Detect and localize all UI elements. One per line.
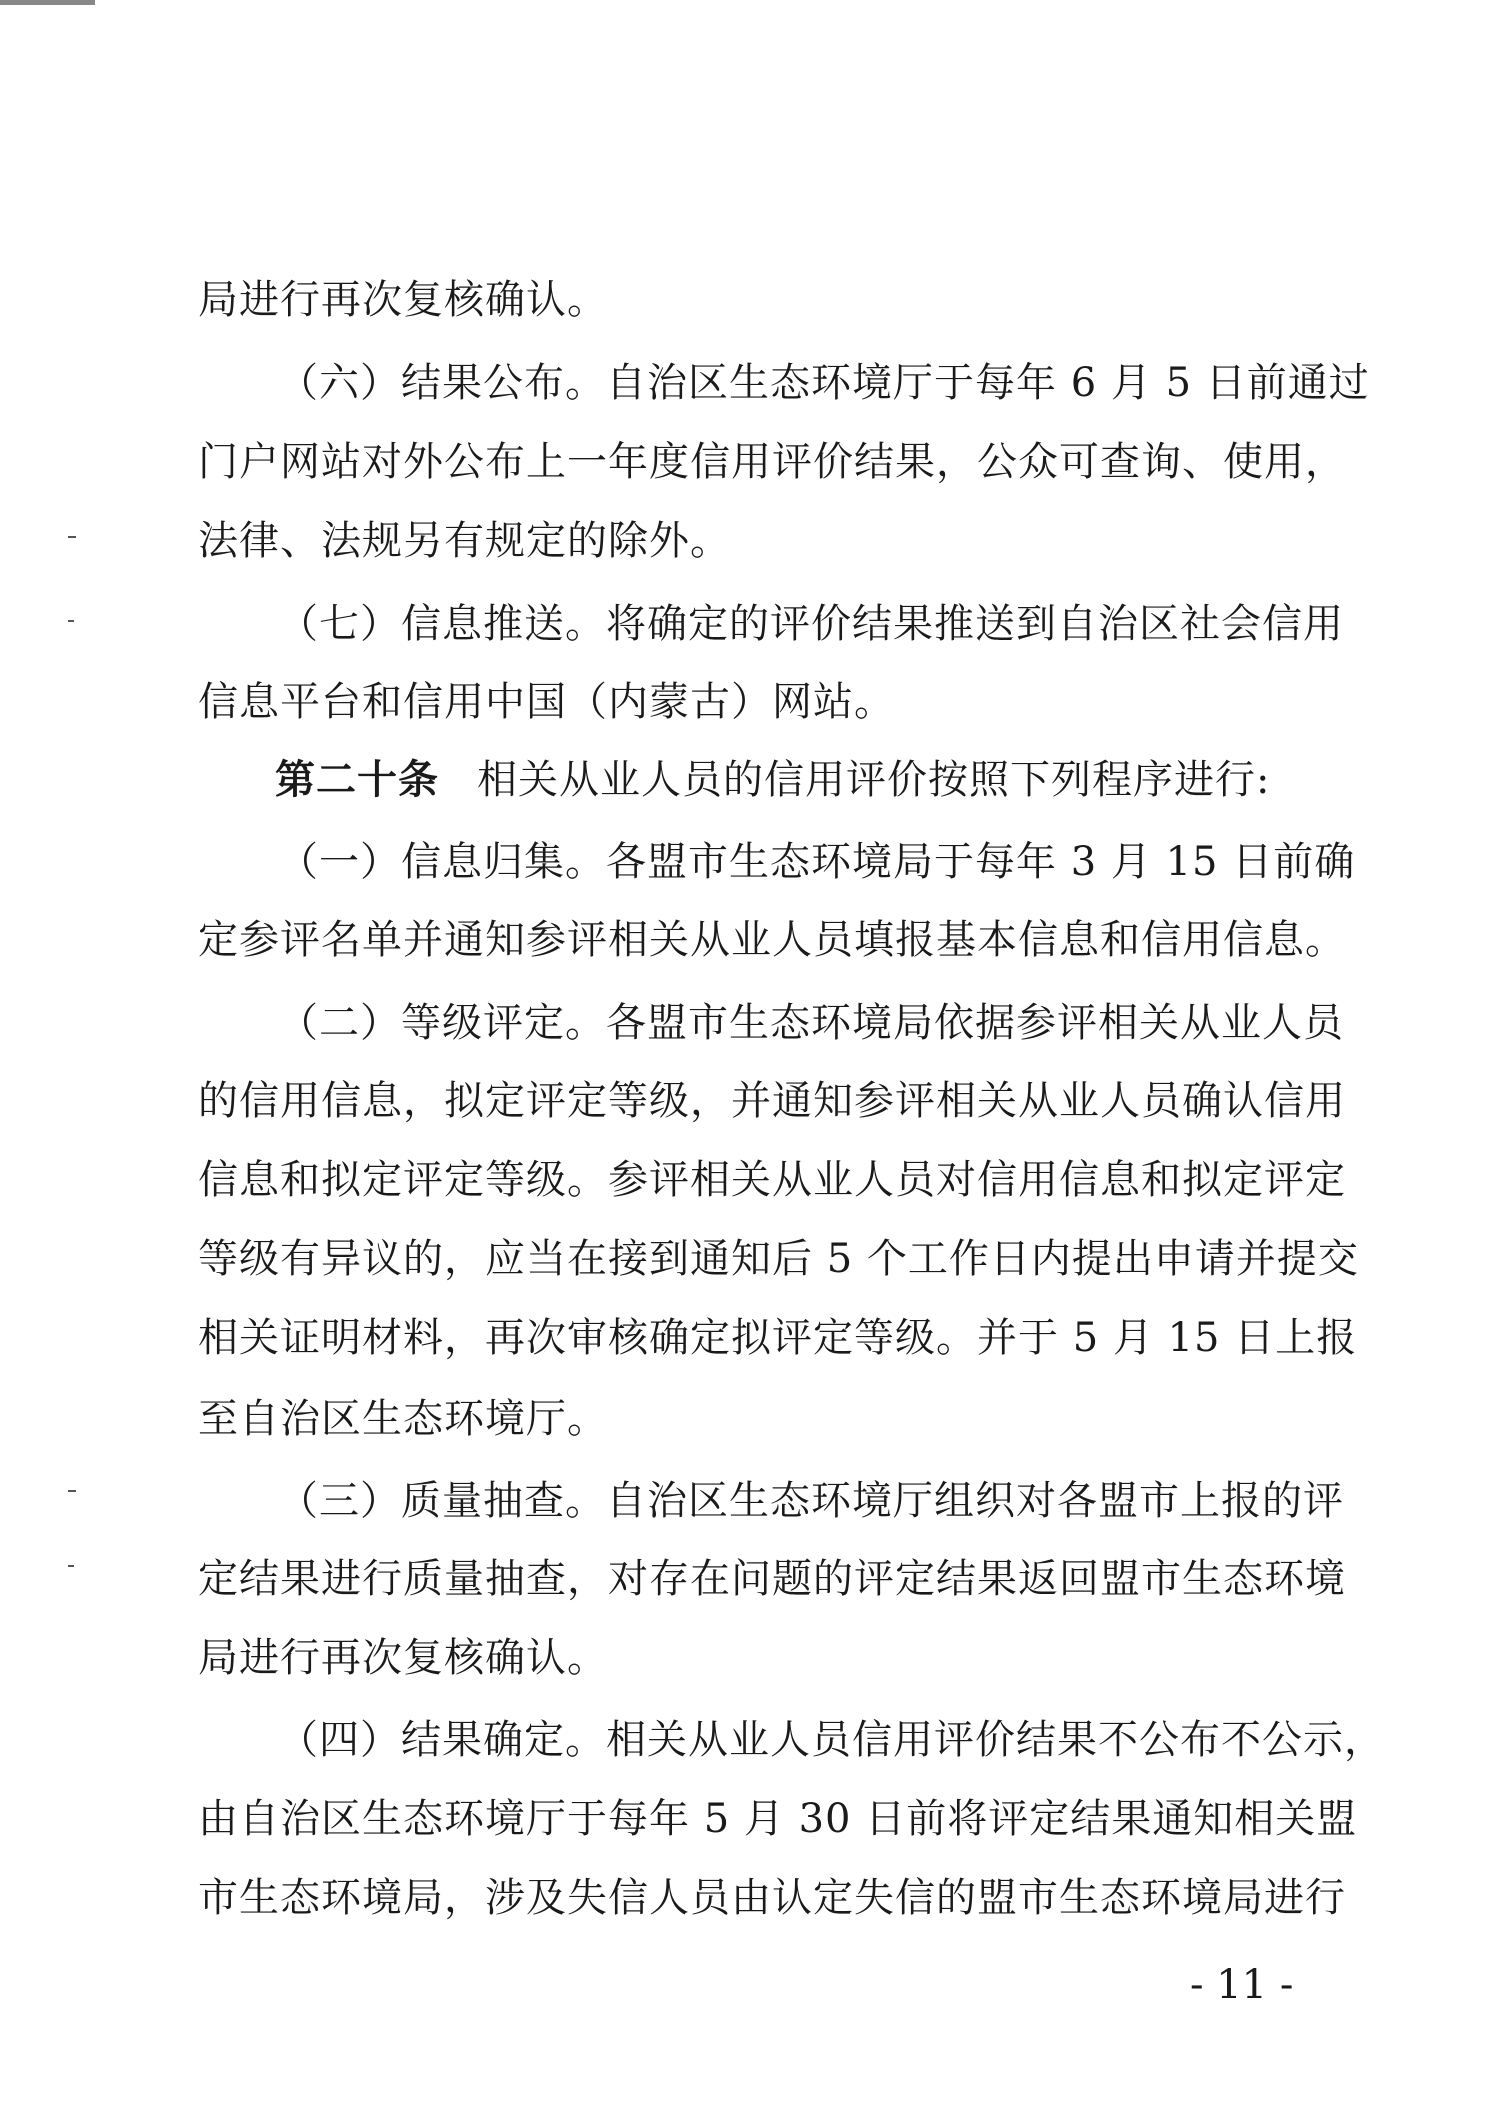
- text-line: 局进行再次复核确认。: [198, 277, 608, 323]
- text-line: （三）质量抽查。自治区生态环境厅组织对各盟市上报的评: [278, 1478, 1344, 1524]
- text-line: 信息和拟定评定等级。参评相关从业人员对信用信息和拟定评定: [198, 1157, 1346, 1203]
- scan-mark: [68, 620, 74, 622]
- text-line: （四）结果确定。相关从业人员信用评价结果不公布不公示，: [278, 1717, 1385, 1763]
- text-line: 相关证明材料，再次审核确定拟评定等级。并于 5 月 15 日上报: [198, 1315, 1358, 1361]
- text-line: （二）等级评定。各盟市生态环境局依据参评相关从业人员: [278, 1000, 1344, 1046]
- text-line: 信息平台和信用中国（内蒙古）网站。: [198, 679, 895, 725]
- text-line: 至自治区生态环境厅。: [198, 1396, 608, 1442]
- article-text: 相关从业人员的信用评价按照下列程序进行:: [477, 757, 1271, 803]
- text-line: 门户网站对外公布上一年度信用评价结果，公众可查询、使用，: [198, 439, 1346, 485]
- text-line: 法律、法规另有规定的除外。: [198, 518, 731, 564]
- text-line: 局进行再次复核确认。: [198, 1635, 608, 1681]
- scan-mark: [68, 1490, 76, 1492]
- text-line: 定参评名单并通知参评相关从业人员填报基本信息和信用信息。: [198, 917, 1346, 963]
- scan-artifact: [0, 0, 95, 5]
- scan-mark: [68, 1565, 74, 1567]
- text-line: 的信用信息，拟定评定等级，并通知参评相关从业人员确认信用: [198, 1078, 1346, 1124]
- text-line: 等级有异议的，应当在接到通知后 5 个工作日内提出申请并提交: [198, 1236, 1359, 1282]
- scan-mark: [68, 536, 76, 538]
- text-line: （一）信息归集。各盟市生态环境局于每年 3 月 15 日前确: [278, 839, 1356, 885]
- page-number: - 11 -: [1190, 1962, 1294, 2008]
- article-label: 第二十条: [275, 756, 439, 803]
- text-line: 市生态环境局，涉及失信人员由认定失信的盟市生态环境局进行: [198, 1875, 1346, 1921]
- text-line: 定结果进行质量抽查，对存在问题的评定结果返回盟市生态环境: [198, 1556, 1346, 1602]
- article-heading-line: [275, 750, 1385, 810]
- text-line: （七）信息推送。将确定的评价结果推送到自治区社会信用: [278, 601, 1344, 647]
- text-line: （六）结果公布。自治区生态环境厅于每年 6 月 5 日前通过: [278, 360, 1370, 406]
- text-line: 由自治区生态环境厅于每年 5 月 30 日前将评定结果通知相关盟: [198, 1796, 1358, 1842]
